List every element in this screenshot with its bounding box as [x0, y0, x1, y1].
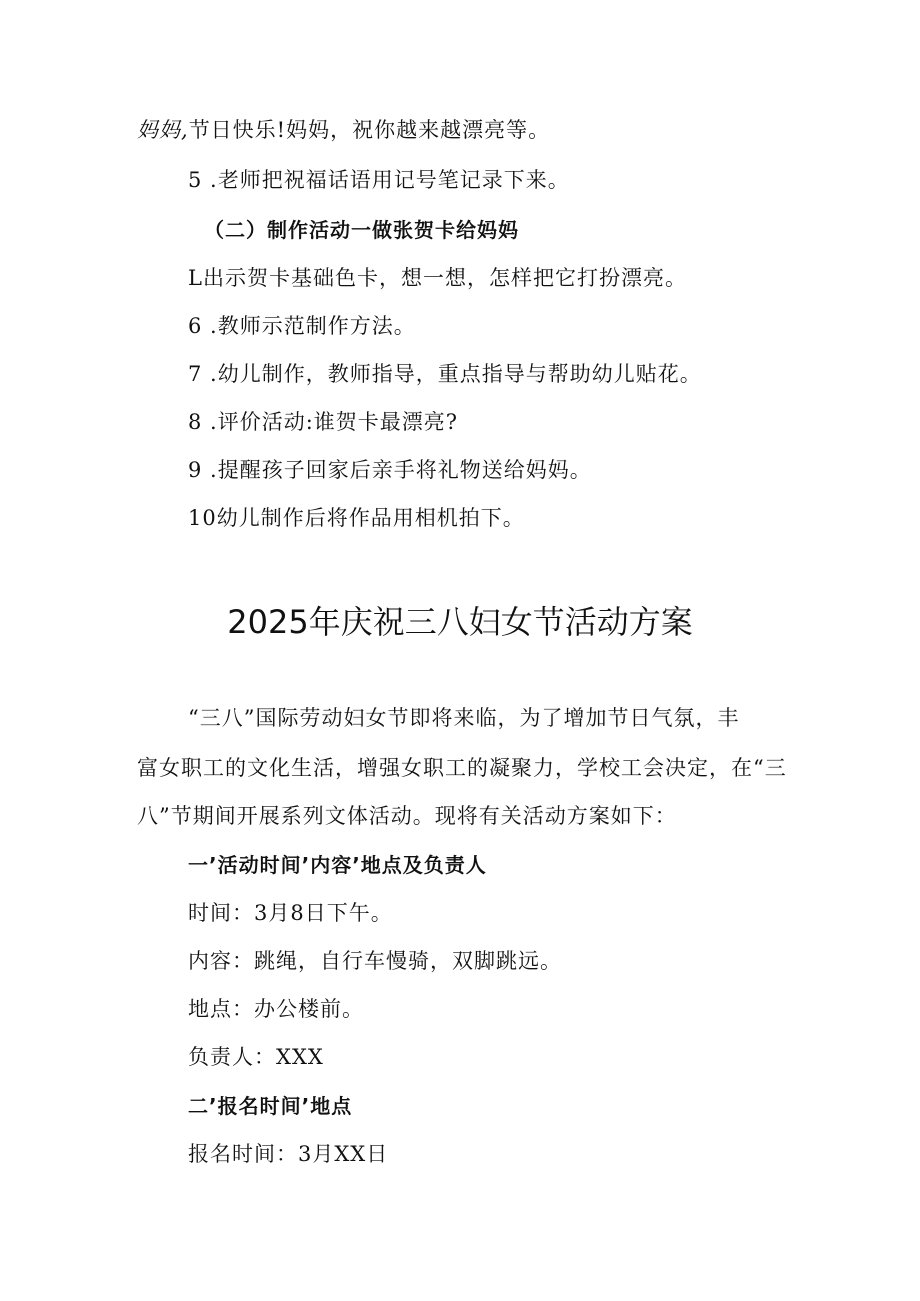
- info-time: 时间：3月8日下午。: [188, 901, 393, 925]
- section-heading: 一’活动时间’内容’地点及负责人: [188, 853, 487, 877]
- list-item-10: 10幼儿制作后将作品用相机拍下。: [188, 506, 525, 530]
- info-location: 地点：办公楼前。: [188, 997, 364, 1021]
- text: 节日快乐!妈妈，祝你越来越漂亮等。: [188, 118, 551, 142]
- info-signup-time: 报名时间：3月XX日: [188, 1142, 389, 1166]
- intro-line: “三八”国际劳动妇女节即将来临，为了增加节日气氛，丰: [188, 706, 740, 730]
- info-content: 内容：跳绳，自行车慢骑，双脚跳远。: [188, 949, 562, 973]
- list-item-6: 6 .教师示范制作方法。: [188, 314, 416, 338]
- document-title: 2025年庆祝三八妇女节活动方案: [227, 603, 693, 641]
- section-heading: （二）制作活动一做张贺卡给妈妈: [204, 218, 519, 242]
- intro-line: 富女职工的文化生活，增强女职工的凝聚力，学校工会决定，在“三: [137, 756, 787, 780]
- list-item-9: 9 .提醒孩子回家后亲手将礼物送给妈妈。: [188, 458, 592, 482]
- info-person: 负责人：XXX: [188, 1045, 324, 1069]
- paragraph-line: [137, 115, 550, 145]
- section-heading: 二’报名时间’地点: [188, 1094, 353, 1118]
- intro-line: 八”节期间开展系列文体活动。现将有关活动方案如下：: [137, 804, 677, 828]
- italic-text: 妈妈,: [137, 118, 189, 142]
- list-item-7: 7 .幼儿制作，教师指导，重点指导与帮助幼儿贴花。: [188, 362, 702, 386]
- list-item-8: 8 .评价活动:谁贺卡最漂亮?: [188, 410, 459, 434]
- list-item-1: L出示贺卡基础色卡，想一想，怎样把它打扮漂亮。: [188, 266, 687, 290]
- list-item-5: 5 .老师把祝福话语用记号笔记录下来。: [188, 168, 570, 192]
